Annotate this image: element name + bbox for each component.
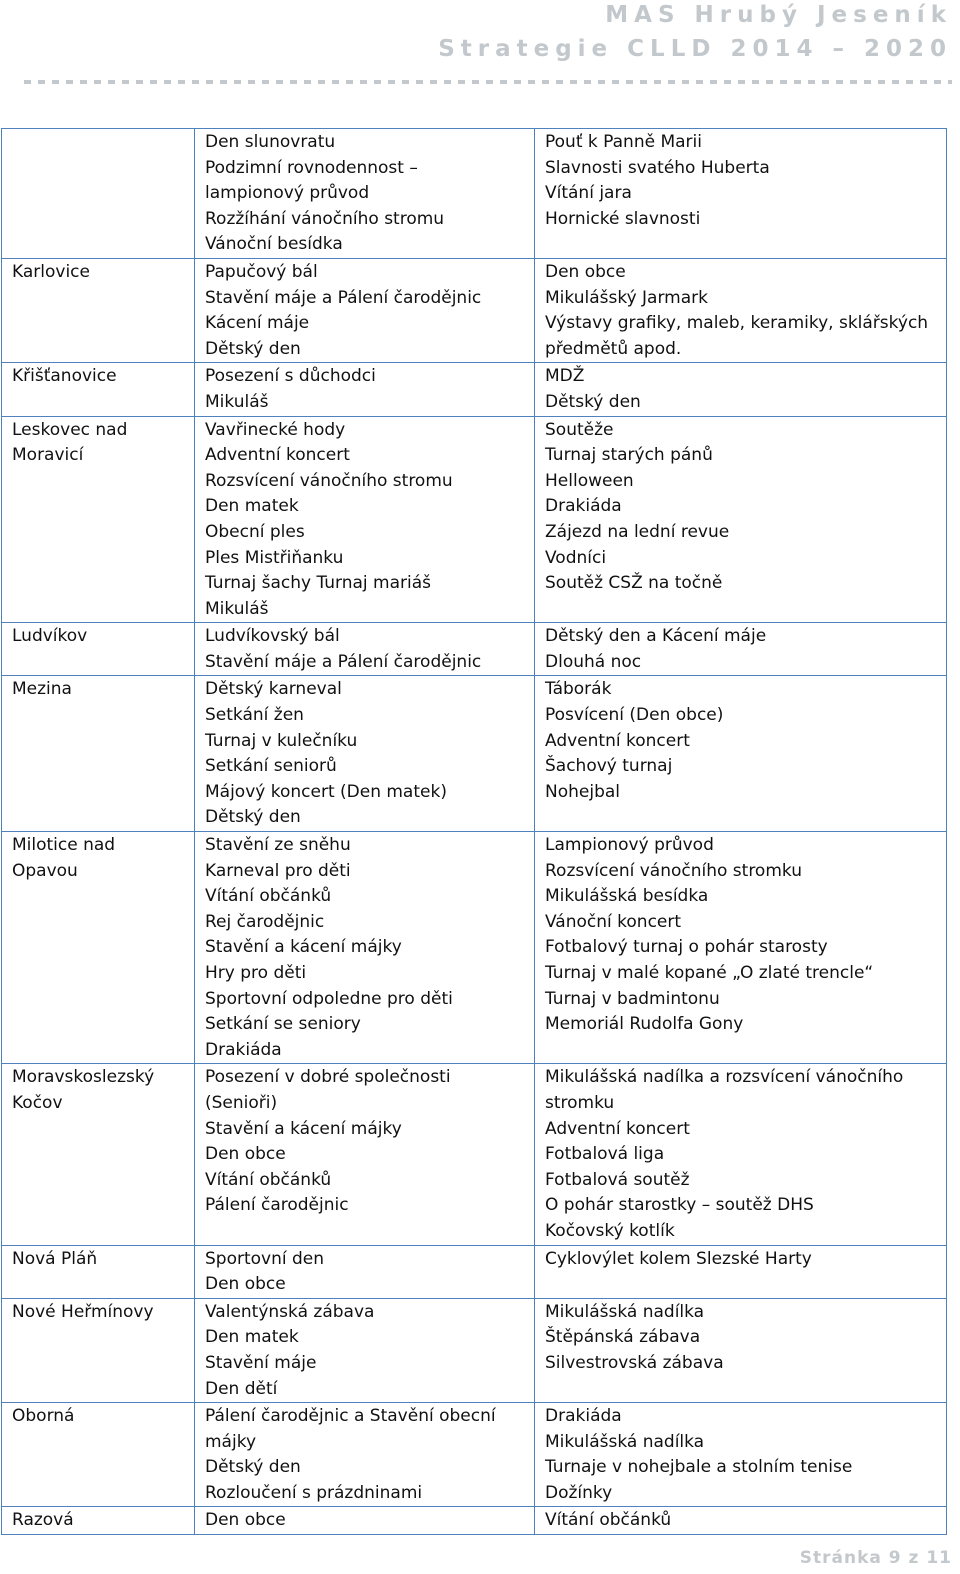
table-row	[2, 676, 947, 832]
cell-line: Ludvíkovský bál	[205, 626, 340, 647]
cell-line: Vítání občánků	[545, 1510, 672, 1531]
cell-line: MDŽ	[545, 366, 585, 387]
cell-line: Den obce	[205, 1274, 286, 1295]
cell-line: Turnaj šachy Turnaj mariáš	[205, 573, 431, 594]
cell-line: Vítání jara	[545, 183, 632, 204]
events-cell	[195, 1064, 535, 1245]
cell-line: Nová Pláň	[12, 1248, 98, 1269]
cell-line: Stavění máje a Pálení čarodějnic	[205, 651, 482, 672]
cell-line: Májový koncert (Den matek)	[205, 781, 447, 802]
events-table	[1, 128, 947, 1535]
cell-line	[12, 232, 184, 258]
table-row	[2, 363, 947, 416]
cell-line: (Senioři)	[205, 1092, 278, 1113]
cell-line: Kočovský kotlík	[545, 1220, 675, 1241]
cell-line: Den dětí	[205, 1378, 278, 1399]
cell-line: Drakiáda	[545, 496, 622, 517]
cell-line: Fotbalová liga	[545, 1144, 665, 1165]
cell-line: Ludvíkov	[12, 626, 88, 647]
events-table-body	[2, 129, 947, 1535]
cell-line: Dětský karneval	[205, 679, 342, 700]
cell-line: Slavnosti svatého Huberta	[545, 157, 770, 178]
other-events-cell	[535, 676, 947, 832]
cell-line: Obecní ples	[205, 521, 305, 542]
cell-line: Sportovní odpoledne pro děti	[205, 988, 453, 1009]
cell-line: Dlouhá noc	[545, 651, 642, 672]
other-events-cell	[535, 1507, 947, 1535]
cell-line: Táborák	[545, 679, 612, 700]
table-row	[2, 1298, 947, 1402]
cell-line: Fotbalová soutěž	[545, 1169, 690, 1190]
cell-line: Moravicí	[12, 445, 84, 466]
events-cell	[195, 129, 535, 259]
cell-line	[545, 232, 936, 258]
cell-line: Stavění a kácení májky	[205, 1118, 402, 1139]
table-row	[2, 1064, 947, 1245]
cell-line	[12, 130, 184, 156]
cell-line: Den matek	[205, 496, 299, 517]
municipality-cell	[2, 258, 195, 362]
cell-line: májky	[205, 1431, 256, 1452]
cell-line: Setkání seniorů	[205, 756, 337, 777]
cell-line: Dětský den a Kácení máje	[545, 626, 767, 647]
events-cell	[195, 416, 535, 623]
other-events-cell	[535, 416, 947, 623]
cell-line: Milotice nad	[12, 835, 116, 856]
events-cell	[195, 363, 535, 416]
municipality-cell	[2, 363, 195, 416]
cell-line: Mikuláš	[205, 391, 269, 412]
cell-line: předmětů apod.	[545, 338, 682, 359]
cell-line: Drakiáda	[205, 1039, 282, 1060]
cell-line: Hornické slavnosti	[545, 208, 701, 229]
cell-line: Rozsvícení vánočního stromku	[545, 860, 802, 881]
cell-line: Nohejbal	[545, 781, 621, 802]
cell-line: Pálení čarodějnic a Stavění obecní	[205, 1406, 496, 1427]
cell-line: Fotbalový turnaj o pohár starosty	[545, 937, 828, 958]
cell-line: Posezení s důchodci	[205, 366, 376, 387]
page-number: Stránka 9 z 11	[799, 1548, 952, 1568]
cell-line: Dětský den	[205, 1457, 301, 1478]
cell-line: Stavění máje a Pálení čarodějnic	[205, 287, 482, 308]
table-row	[2, 1403, 947, 1507]
municipality-cell	[2, 1507, 195, 1535]
cell-line: Posvícení (Den obce)	[545, 705, 724, 726]
events-cell	[195, 1245, 535, 1298]
cell-line: Oborná	[12, 1406, 75, 1427]
cell-line: Stavění ze sněhu	[205, 835, 351, 856]
cell-line: Karneval pro děti	[205, 860, 351, 881]
cell-line: Mikulášská nadílka	[545, 1431, 705, 1452]
cell-line	[12, 181, 184, 207]
cell-line: Pouť k Panně Marii	[545, 132, 702, 152]
cell-line: Leskovec nad	[12, 419, 128, 440]
cell-line: Vánoční koncert	[545, 911, 682, 932]
cell-line: Valentýnská zábava	[205, 1301, 375, 1322]
cell-line: Drakiáda	[545, 1406, 622, 1427]
other-events-cell	[535, 258, 947, 362]
cell-line: Adventní koncert	[545, 1118, 690, 1139]
cell-line: Vavřinecké hody	[205, 419, 346, 440]
cell-line: Setkání se seniory	[205, 1014, 361, 1035]
table-row	[2, 1245, 947, 1298]
cell-line: Ples Mistřiňanku	[205, 547, 344, 568]
cell-line: Turnaj v kulečníku	[205, 730, 358, 751]
other-events-cell	[535, 363, 947, 416]
cell-line: Lampionový průvod	[545, 835, 714, 856]
cell-line: Soutěž CSŽ na točně	[545, 573, 723, 594]
events-cell	[195, 832, 535, 1064]
municipality-cell	[2, 1245, 195, 1298]
cell-line: Silvestrovská zábava	[545, 1352, 724, 1373]
cell-line	[12, 156, 184, 182]
cell-line: Adventní koncert	[205, 445, 350, 466]
cell-line: Pálení čarodějnic	[205, 1195, 349, 1216]
cell-line: Helloween	[545, 470, 634, 491]
municipality-cell	[2, 623, 195, 676]
other-events-cell	[535, 129, 947, 259]
cell-line: Opavou	[12, 860, 78, 881]
cell-line: Turnaje v nohejbale a stolním tenise	[545, 1457, 853, 1478]
cell-line: Vítání občánků	[205, 886, 332, 907]
events-cell	[195, 1298, 535, 1402]
cell-line: Razová	[12, 1510, 74, 1531]
header-title: MAS Hrubý Jeseník	[605, 2, 952, 28]
cell-line: Rozsvícení vánočního stromu	[205, 470, 453, 491]
cell-line: Dětský den	[545, 391, 641, 412]
cell-line: Dožínky	[545, 1482, 613, 1503]
cell-line: Podzimní rovnodennost –	[205, 157, 418, 178]
cell-line: Vánoční besídka	[205, 234, 343, 255]
cell-line: Den matek	[205, 1327, 299, 1348]
cell-line: Soutěže	[545, 419, 614, 440]
cell-line: stromku	[545, 1092, 615, 1113]
cell-line: lampionový průvod	[205, 183, 370, 204]
cell-line: O pohár starostky – soutěž DHS	[545, 1195, 814, 1216]
events-cell	[195, 258, 535, 362]
events-cell	[195, 623, 535, 676]
cell-line: Výstavy grafiky, maleb, keramiky, sklářských	[545, 313, 929, 334]
municipality-cell	[2, 676, 195, 832]
cell-line: Adventní koncert	[545, 730, 690, 751]
cell-line: Setkání žen	[205, 705, 304, 726]
municipality-cell	[2, 1298, 195, 1402]
cell-line: Rozžíhání vánočního stromu	[205, 208, 445, 229]
municipality-cell	[2, 416, 195, 623]
cell-line: Mikulášská nadílka a rozsvícení vánočního	[545, 1067, 904, 1088]
other-events-cell	[535, 1245, 947, 1298]
cell-line: Hry pro děti	[205, 963, 307, 983]
cell-line: Mikuláš	[205, 598, 269, 619]
events-cell	[195, 1403, 535, 1507]
cell-line: Posezení v dobré společnosti	[205, 1067, 451, 1088]
cell-line: Šachový turnaj	[545, 756, 673, 777]
other-events-cell	[535, 623, 947, 676]
municipality-cell	[2, 832, 195, 1064]
cell-line: Cyklovýlet kolem Slezské Harty	[545, 1248, 812, 1269]
header-subtitle: Strategie CLLD 2014 – 2020	[438, 36, 952, 62]
cell-line: Mezina	[12, 679, 72, 700]
cell-line: Křišťanovice	[12, 366, 117, 387]
cell-line: Memoriál Rudolfa Gony	[545, 1014, 744, 1035]
municipality-cell	[2, 1064, 195, 1245]
cell-line: Turnaj v malé kopané „O zlaté trencle“	[545, 963, 874, 983]
cell-line: Mikulášská nadílka	[545, 1301, 705, 1322]
cell-line: Kočov	[12, 1092, 63, 1113]
cell-line: Vítání občánků	[205, 1169, 332, 1190]
cell-line: Turnaj v badmintonu	[545, 988, 720, 1009]
table-row	[2, 258, 947, 362]
cell-line: Zájezd na lední revue	[545, 521, 730, 542]
cell-line: Rozloučení s prázdninami	[205, 1482, 423, 1503]
cell-line: Stavění máje	[205, 1352, 317, 1373]
cell-line: Mikulášská besídka	[545, 886, 709, 907]
header-divider	[24, 80, 952, 84]
cell-line: Dětský den	[205, 338, 301, 359]
municipality-cell	[2, 129, 195, 259]
cell-line: Papučový bál	[205, 261, 318, 282]
municipality-cell	[2, 1403, 195, 1507]
cell-line: Stavění a kácení májky	[205, 937, 402, 958]
other-events-cell	[535, 1064, 947, 1245]
cell-line: Turnaj starých pánů	[545, 445, 713, 466]
cell-line: Kácení máje	[205, 313, 310, 334]
events-cell	[195, 676, 535, 832]
table-row	[2, 832, 947, 1064]
table-row	[2, 416, 947, 623]
other-events-cell	[535, 832, 947, 1064]
cell-line: Den obce	[205, 1144, 286, 1165]
cell-line: Karlovice	[12, 261, 90, 282]
table-row	[2, 623, 947, 676]
events-cell	[195, 1507, 535, 1535]
other-events-cell	[535, 1403, 947, 1507]
cell-line: Rej čarodějnic	[205, 911, 325, 932]
cell-line: Den obce	[545, 261, 626, 282]
cell-line: Nové Heřmínovy	[12, 1301, 154, 1322]
cell-line: Mikulášský Jarmark	[545, 287, 708, 308]
cell-line	[12, 207, 184, 233]
cell-line: Moravskoslezský	[12, 1067, 155, 1088]
cell-line: Dětský den	[205, 807, 301, 828]
table-row	[2, 1507, 947, 1535]
table-row	[2, 129, 947, 259]
cell-line: Den obce	[205, 1510, 286, 1531]
cell-line: Den slunovratu	[205, 132, 336, 152]
cell-line: Štěpánská zábava	[545, 1327, 701, 1348]
cell-line: Sportovní den	[205, 1248, 325, 1269]
cell-line: Vodníci	[545, 547, 607, 568]
other-events-cell	[535, 1298, 947, 1402]
